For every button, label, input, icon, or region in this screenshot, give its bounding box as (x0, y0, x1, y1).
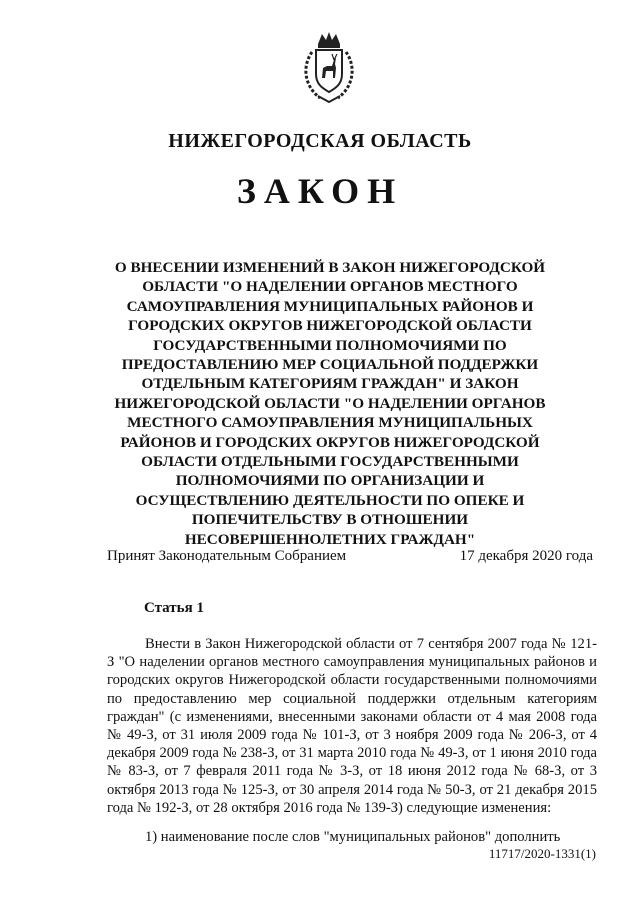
article-paragraph: Внести в Закон Нижегородской области от 7 сентября 2007 года № 121-З "О наделении органов местного самоуправления муниципальных районов и городских округов Нижегородской области государственными полномочиями по предоставлению мер социальной поддержки отдельным категориям граждан" (с изменениями, внесенными законами области от 4 мая 2008 года № 49-З, от 31 июля 2009 года № 101-З, от 3 ноября 2009 года № 206-З, от 4 декабря 2009 года № 238-З, от 31 марта 2010 года № 49-З, от 1 июня 2010 года № 83-З, от 7 февраля 2011 года № 3-З, от 18 июня 2012 года № 68-З, от 3 октября 2013 года № 125-З, от 30 апреля 2014 года № 50-З, от 21 декабря 2015 года № 192-З, от 28 октября 2016 года № 139-З) следующие изменения: (107, 636, 597, 816)
region-heading: НИЖЕГОРОДСКАЯ ОБЛАСТЬ (168, 130, 472, 152)
document-type-heading: ЗАКОН (236, 171, 404, 211)
article-item-1: 1) наименование после слов "муниципальных районов" дополнить (145, 829, 561, 845)
crown-icon (318, 32, 340, 44)
adoption-label: Принят Законодательным Собранием (107, 548, 347, 564)
adoption-date: 17 декабря 2020 года (459, 548, 593, 564)
law-title: О ВНЕСЕНИИ ИЗМЕНЕНИЙ В ЗАКОН НИЖЕГОРОДСКОЙ ОБЛАСТИ "О НАДЕЛЕНИИ ОРГАНОВ МЕСТНОГО САМОУПРАВЛЕНИЯ МУНИЦИПАЛЬНЫХ РАЙОНОВ И ГОРОДСКИХ ОКРУГОВ НИЖЕГОРОДСКОЙ ОБЛАСТИ ГОСУДАРСТВЕННЫМИ ПОЛНОМОЧИЯМИ ПО ПРЕДОСТАВЛЕНИЮ МЕР СОЦИАЛЬНОЙ ПОДДЕРЖКИ ОТДЕЛЬНЫМ КАТЕГОРИЯМ ГРАЖДАН" И ЗАКОН НИЖЕГОРОДСКОЙ ОБЛАСТИ "О НАДЕЛЕНИИ ОРГАНОВ МЕСТНОГО САМОУПРАВЛЕНИЯ МУНИЦИПАЛЬНЫХ РАЙОНОВ И ГОРОДСКИХ ОКРУГОВ НИЖЕГОРОДСКОЙ ОБЛАСТИ ОТДЕЛЬНЫМИ ГОСУДАРСТВЕННЫМИ ПОЛНОМОЧИЯМИ ПО ОРГАНИЗАЦИИ И ОСУЩЕСТВЛЕНИЮ ДЕЯТЕЛЬНОСТИ ПО ОПЕКЕ И ПОПЕЧИТЕЛЬСТВУ В ОТНОШЕНИИ НЕСОВЕРШЕННОЛЕТНИХ ГРАЖДАН" (114, 259, 546, 548)
article-heading: Статья 1 (144, 600, 204, 616)
document-number: 11717/2020-1331(1) (488, 846, 596, 861)
coat-of-arms-emblem (298, 30, 360, 104)
